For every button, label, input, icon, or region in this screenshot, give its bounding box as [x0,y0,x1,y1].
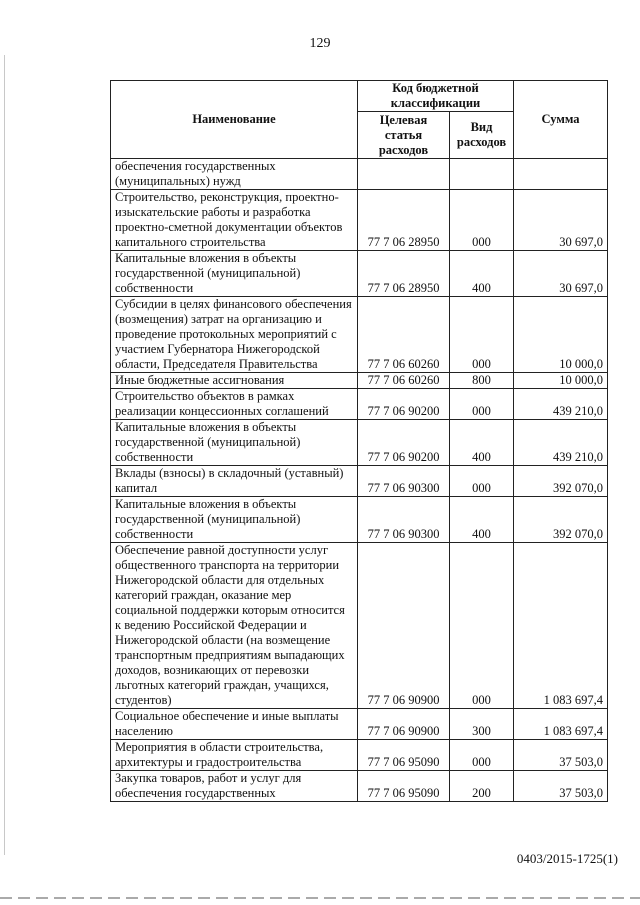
cell-target-article: 77 7 06 95090 [358,740,450,771]
cell-expense-type: 200 [450,771,514,802]
cell-sum: 37 503,0 [514,740,608,771]
table-header [111,81,608,159]
cell-sum: 439 210,0 [514,420,608,466]
cell-name: Строительство объектов в рамках реализации концессионных соглашений [111,389,358,420]
table-row [111,709,608,740]
header-expense-type: Вид расходов [450,112,514,159]
cell-target-article: 77 7 06 90300 [358,497,450,543]
table-row [111,543,608,709]
table-row [111,297,608,373]
cell-expense-type: 000 [450,466,514,497]
cell-expense-type: 000 [450,297,514,373]
cell-target-article: 77 7 06 90200 [358,389,450,420]
cell-expense-type: 000 [450,543,514,709]
cell-name: Капитальные вложения в объекты государственной (муниципальной) собственности [111,251,358,297]
scan-edge-line [4,55,5,855]
table-row [111,771,608,802]
header-target-article: Целевая статья расходов [358,112,450,159]
cell-target-article: 77 7 06 60260 [358,373,450,389]
table-row [111,190,608,251]
scan-bottom-strip [0,897,640,899]
table-row [111,159,608,190]
cell-name: Социальное обеспечение и иные выплаты населению [111,709,358,740]
document-code: 0403/2015-1725(1) [516,851,618,866]
cell-name: Обеспечение равной доступности услуг общественного транспорта на территории Нижегородской области для отдельных категорий граждан, оказание мер социальной поддержки которым относится к ведению Российской Федерации и Нижегородской области (на возмещение транспортным предприятиям выпадающих доходов, возникающих от перевозки льготных категорий граждан, учащихся, студентов) [111,543,358,709]
cell-name: Вклады (взносы) в складочный (уставный) капитал [111,466,358,497]
cell-sum: 392 070,0 [514,497,608,543]
cell-name: Субсидии в целях финансового обеспечения (возмещения) затрат на организацию и проведение протокольных мероприятий с участием Губернатора Нижегородской области, Председателя Правительства [111,297,358,373]
cell-sum: 392 070,0 [514,466,608,497]
cell-sum: 439 210,0 [514,389,608,420]
cell-target-article: 77 7 06 28950 [358,251,450,297]
cell-sum: 10 000,0 [514,297,608,373]
cell-target-article: 77 7 06 90200 [358,420,450,466]
cell-sum: 1 083 697,4 [514,543,608,709]
table-row [111,373,608,389]
table-row [111,466,608,497]
cell-sum: 30 697,0 [514,251,608,297]
cell-expense-type: 000 [450,389,514,420]
header-classification: Код бюджетной классификации [358,81,514,112]
cell-target-article: 77 7 06 28950 [358,190,450,251]
cell-expense-type: 800 [450,373,514,389]
cell-sum: 37 503,0 [514,771,608,802]
cell-name: Капитальные вложения в объекты государственной (муниципальной) собственности [111,497,358,543]
cell-expense-type: 400 [450,420,514,466]
page-number: 129 [309,36,331,51]
cell-expense-type: 000 [450,190,514,251]
cell-sum: 30 697,0 [514,190,608,251]
cell-target-article: 77 7 06 90300 [358,466,450,497]
cell-name: Строительство, реконструкция, проектно-изыскательские работы и разработка проектно-сметной документации объектов капитального строительства [111,190,358,251]
cell-target-article [358,159,450,190]
cell-expense-type: 000 [450,740,514,771]
cell-name: Закупка товаров, работ и услуг для обеспечения государственных [111,771,358,802]
cell-expense-type: 400 [450,251,514,297]
table-row [111,251,608,297]
cell-expense-type: 400 [450,497,514,543]
cell-name: обеспечения государственных (муниципальных) нужд [111,159,358,190]
cell-name: Мероприятия в области строительства, архитектуры и градостроительства [111,740,358,771]
cell-expense-type: 300 [450,709,514,740]
header-name: Наименование [111,81,358,159]
cell-sum: 10 000,0 [514,373,608,389]
table-row [111,389,608,420]
cell-sum [514,159,608,190]
table-row [111,497,608,543]
cell-target-article: 77 7 06 90900 [358,709,450,740]
table-body [111,159,608,802]
cell-name: Иные бюджетные ассигнования [111,373,358,389]
cell-target-article: 77 7 06 95090 [358,771,450,802]
header-sum: Сумма [514,81,608,159]
table-row [111,420,608,466]
budget-table [110,80,608,802]
table-row [111,740,608,771]
cell-target-article: 77 7 06 90900 [358,543,450,709]
cell-target-article: 77 7 06 60260 [358,297,450,373]
cell-sum: 1 083 697,4 [514,709,608,740]
cell-expense-type [450,159,514,190]
cell-name: Капитальные вложения в объекты государственной (муниципальной) собственности [111,420,358,466]
